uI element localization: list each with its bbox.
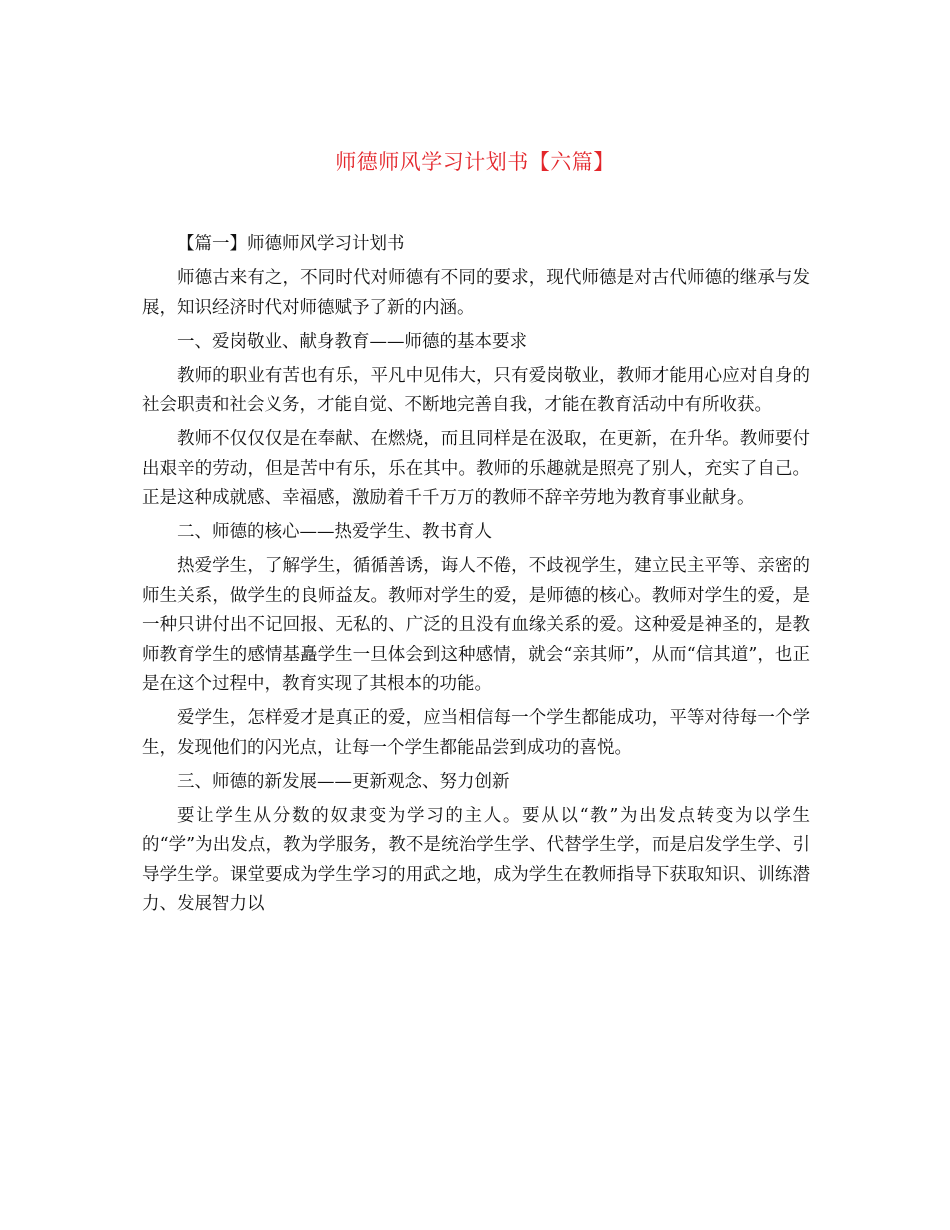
paragraph: 爱学生，怎样爱才是真正的爱，应当相信每一个学生都能成功，平等对待每一个学生，发现他们的闪光点，让每一个学生都能品尝到成功的喜悦。 <box>142 708 810 758</box>
section-heading: 二、师德的核心——热爱学生、教书育人 <box>177 522 492 542</box>
document-body <box>142 230 810 924</box>
paragraph: 热爱学生，了解学生，循循善诱，诲人不倦，不歧视学生，建立民主平等、亲密的师生关系，做学生的良师益友。教师对学生的爱，是师德的核心。教师对学生的爱，是一种只讲付出不记回报、无私的、广泛的且没有血缘关系的爱。这种爱是神圣的，是教师教育学生的感情基矗学生一旦体会到这种感情，就会“亲其师”，从而“信其道”，也正是在这个过程中，教育实现了其根本的功能。 <box>142 556 810 694</box>
section-heading: 【篇一】师德师风学习计划书 <box>177 234 405 254</box>
section-heading: 一、爱岗敬业、献身教育——师德的基本要求 <box>177 331 527 352</box>
section-heading: 三、师德的新发展——更新观念、努力创新 <box>177 771 510 792</box>
paragraph: 要让学生从分数的奴隶变为学习的主人。要从以“教”为出发点转变为以学生的“学”为出发点，教为学服务，教不是统治学生学、代替学生学，而是启发学生学、引导学生学。课堂要成为学生学习的用武之地，成为学生在教师指导下获取知识、训练潜力、发展智力以 <box>142 805 810 914</box>
paragraph: 教师的职业有苦也有乐，平凡中见伟大，只有爱岗敬业，教师才能用心应对自身的社会职责和社会义务，才能自觉、不断地完善自我，才能在教育活动中有所收获。 <box>142 365 810 415</box>
document-title: 师德师风学习计划书【六篇】 <box>335 150 615 174</box>
paragraph: 师德古来有之，不同时代对师德有不同的要求，现代师德是对古代师德的继承与发展，知识经济时代对师德赋予了新的内涵。 <box>142 268 810 318</box>
paragraph: 教师不仅仅仅是在奉献、在燃烧，而且同样是在汲取，在更新，在升华。教师要付出艰辛的劳动，但是苦中有乐，乐在其中。教师的乐趣就是照亮了别人，充实了自己。正是这种成就感、幸福感，激励着千千万万的教师不辞辛劳地为教育事业献身。 <box>142 429 810 508</box>
